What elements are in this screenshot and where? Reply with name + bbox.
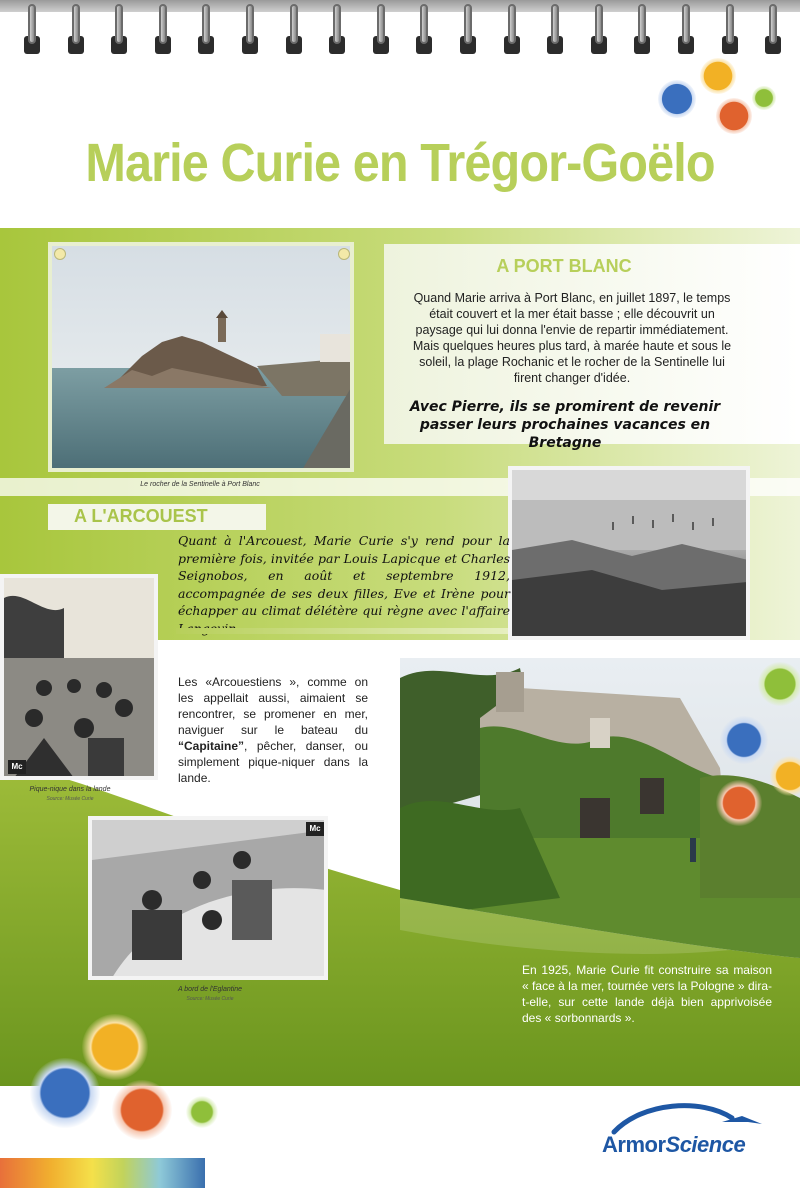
- port-blanc-heading: A PORT BLANC: [496, 256, 632, 276]
- armorscience-logo: [602, 1098, 762, 1168]
- photo-corner-left: [54, 248, 66, 260]
- binding-ring: [373, 4, 389, 56]
- logo-text: [602, 1132, 745, 1158]
- decor-dot-blue-bottom: [30, 1058, 100, 1128]
- capitaine-label: “Capitaine”: [178, 739, 245, 753]
- port-blanc-highlight: Avec Pierre, ils se promirent de revenir passer leurs prochaines vacances en Bretagne: [409, 399, 721, 451]
- binding-loop: [769, 4, 777, 44]
- logo-armor: Armor: [602, 1132, 666, 1157]
- page-title: Marie Curie en Trégor-Goëlo: [85, 133, 715, 193]
- binding-ring: [416, 4, 432, 56]
- binding-loop: [115, 4, 123, 44]
- decor-dot-blue-right: [720, 716, 768, 764]
- binding-ring: [155, 4, 171, 56]
- binding-loop: [420, 4, 428, 44]
- arcouest-bay-image: [512, 470, 748, 638]
- arcouest-intro: Quant à l'Arcouest, Marie Curie s'y rend pour la première fois, invitée par Louis Lapicque et Charles Seignobos, en août et septembre 1912, accompagnée de ses deux filles, Eve et Irène pour échapper au climat délétère qui règne avec l'affaire: [178, 533, 510, 618]
- binding-loop: [508, 4, 516, 44]
- binding-loop: [464, 4, 472, 44]
- binding-ring: [24, 4, 40, 56]
- binding-loop: [72, 4, 80, 44]
- decor-dot-orange: [716, 98, 752, 134]
- sentinelle-rock-image: [52, 246, 352, 470]
- sentinelle-rock-photo: [48, 242, 354, 472]
- binding-loop: [202, 4, 210, 44]
- binding-loop: [246, 4, 254, 44]
- binding-ring: [111, 4, 127, 56]
- arcouest-underline: [176, 628, 508, 634]
- boat-caption: A bord de l'Eglantine: [177, 986, 243, 993]
- boat-source: Source: Musée Curie: [186, 996, 234, 1002]
- binding-ring: [722, 4, 738, 56]
- arcouestiens-text-start: Les «Arcouestiens », comme on les appellait aussi, aimaient se rencontrer, se promener en mer, naviguer sur le bateau du: [178, 675, 368, 737]
- port-blanc-text: Quand Marie arriva à Port Blanc, en juillet 1897, le temps était couvert et la mer était basse ; elle découvrit un paysage qui lui donna l'envie de repartir immédiatement. Mais quelques heures plus tard, à marée haute et sous le soleil, la plage Rochanic et le rocher de la Sentinelle lui firent changer d'idée.: [412, 291, 732, 385]
- arcouest-heading: A L'ARCOUEST: [74, 506, 208, 526]
- binding-ring: [242, 4, 258, 56]
- binding-ring: [547, 4, 563, 56]
- decor-dot-green: [752, 86, 776, 110]
- decor-dot-blue: [658, 80, 696, 118]
- house-text: En 1925, Marie Curie fit construire sa maison « face à la mer, tournée vers la Pologne » dira-t-elle, sur cette lande déjà bien apprivoisée des « sorbonnards ».: [522, 963, 772, 1025]
- picnic-caption: Pique-nique dans la lande: [29, 786, 111, 793]
- binding-loop: [726, 4, 734, 44]
- arcouestiens-text-end: , pêcher, danser, ou simplement pique-niquer dans la lande.: [178, 739, 368, 785]
- binding-ring: [591, 4, 607, 56]
- binding-ring: [504, 4, 520, 56]
- binding-ring: [678, 4, 694, 56]
- decor-dot-green-bottom: [186, 1096, 218, 1128]
- arcouest-bay-photo: [508, 466, 750, 640]
- picnic-photo: [0, 574, 158, 780]
- binding-loop: [377, 4, 385, 44]
- binding-loop: [290, 4, 298, 44]
- boat-image: [92, 820, 326, 978]
- decor-dot-orange-right: [716, 780, 762, 826]
- rainbow-strip: [0, 1158, 205, 1188]
- binding-ring: [198, 4, 214, 56]
- binding-ring: [634, 4, 650, 56]
- binding-loop: [682, 4, 690, 44]
- decor-dot-green-right: [758, 662, 800, 706]
- sentinelle-caption: Le rocher de la Sentinelle à Port Blanc: [140, 481, 260, 488]
- logo-science: Science: [665, 1132, 746, 1157]
- binding-loop: [28, 4, 36, 44]
- picnic-badge: Mc: [8, 760, 26, 774]
- binding-ring: [460, 4, 476, 56]
- binding-loop: [333, 4, 341, 44]
- binding-loop: [638, 4, 646, 44]
- boat-photo: [88, 816, 328, 980]
- picnic-source: Source: Musée Curie: [46, 796, 94, 802]
- arcouestiens-text: [178, 674, 368, 786]
- boat-badge: Mc: [306, 822, 324, 836]
- decor-dot-yellow: [700, 58, 736, 94]
- binding-loop: [551, 4, 559, 44]
- binding-loop: [595, 4, 603, 44]
- binding-loop: [159, 4, 167, 44]
- binding-ring: [68, 4, 84, 56]
- picnic-image: [4, 578, 156, 778]
- binding-ring: [286, 4, 302, 56]
- spiral-binding: [0, 0, 800, 60]
- binding-ring: [765, 4, 781, 56]
- binding-ring: [329, 4, 345, 56]
- decor-dot-orange-bottom: [112, 1080, 172, 1140]
- photo-corner-right: [338, 248, 350, 260]
